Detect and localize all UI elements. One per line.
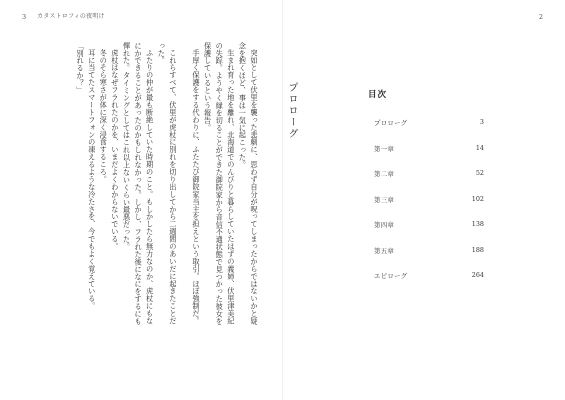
page-number: 2 [538,13,543,21]
running-head: カタストロフィの夜明け [37,13,105,20]
toc-entry-label: エピローグ [374,272,408,280]
paragraph: これらすべて、伏里が虎杖に別れを切り出してから二週間のあいだに起きたことだった。 [157,42,178,325]
paragraph: 冬のそら寒さが体に深く浸食するころ。 [99,49,109,184]
toc-entry-label: 第二章 [374,170,395,178]
toc-entry-chapter-1[interactable] [374,144,494,170]
toc-entry-page: 138 [471,220,484,228]
toc-entry-chapter-2[interactable] [374,169,494,195]
toc-entry-epilogue[interactable] [374,271,494,297]
toc-entry-label: プロローグ [374,119,408,127]
table-of-contents [374,118,494,297]
paragraph: 生まれ育った地を離れ、北海道でのんびりと暮らしていたはずの義姉、伏里津美紀の失踪。ようやく縁を切ることができた御院家から音信不通状態で見つかった彼女を保護しているという報告。 [203,42,236,326]
paragraph: 耳に当てたスマートフォンの凍えるような冷たさを、今でもよく覚えている。 [87,49,97,310]
toc-entry-chapter-5[interactable] [374,246,494,272]
toc-entry-page: 52 [475,169,484,177]
right-page [282,0,565,400]
paragraph: 虎杖はなぜフラれたのかを、いまだよくわからないでいる。 [110,49,120,251]
toc-entry-chapter-3[interactable] [374,195,494,221]
toc-heading: 目次 [368,90,388,100]
toc-entry-page: 188 [471,245,484,254]
left-page [0,0,282,400]
toc-entry-label: 第四章 [374,221,395,229]
toc-entry-label: 第三章 [374,195,395,204]
paragraph: 突如として伏里を襲った悲劇に、思わず自分が呪ってしまったからではないかと疑念を抱くほど、事は一気に起こった。 [238,42,259,325]
toc-entry-page: 102 [471,194,484,203]
toc-entry-label: 第一章 [374,144,395,153]
toc-entry-chapter-4[interactable] [374,220,494,246]
toc-entry-page: 3 [479,118,484,126]
toc-entry-page: 14 [475,143,484,152]
paragraph: ふたりの仲が最も断絶していた時期のこと。もしかしたら無力なのか、虎杖にもなにかできることがあったのかもしれなかった。しかし、フラれた後になにをするにも憚れた。タイミングとしてはこれ以上ないくらい最悪だった。 [122,42,155,326]
prologue-body-text [60,42,260,332]
toc-entry-prologue[interactable] [374,118,494,144]
paragraph: 「別れるか？」 [76,42,86,95]
page-number: 3 [22,13,27,21]
toc-entry-label: 第五章 [374,246,395,255]
chapter-title: プロローグ [286,82,297,140]
paragraph: 手厚く保護をする代わりに、ふたたび御院家当主を担えという取引。ほぼ強制だ。 [192,49,202,325]
toc-entry-page: 264 [471,271,484,279]
